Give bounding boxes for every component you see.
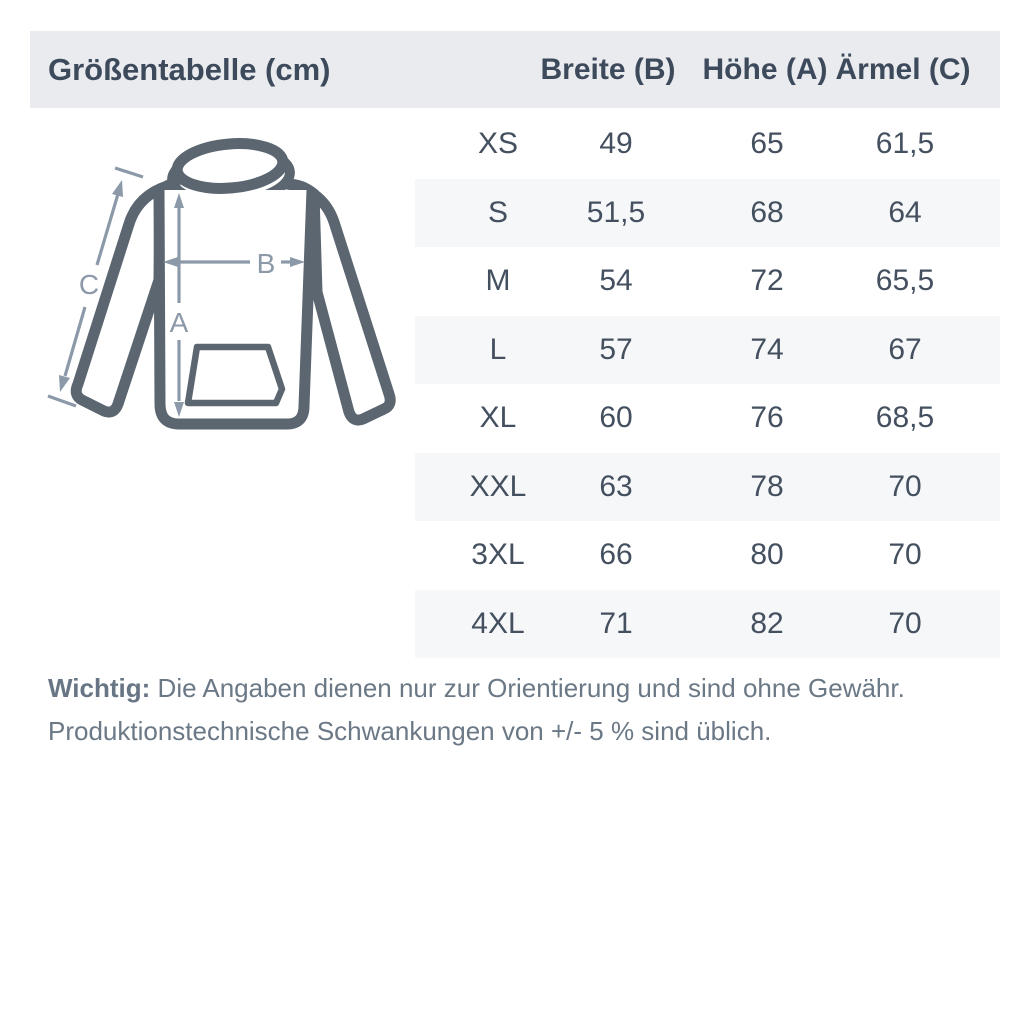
cell-hoehe: 80 <box>750 538 784 572</box>
cell-breite: 49 <box>599 127 633 161</box>
table-row-xs <box>415 110 1000 179</box>
cell-size: 3XL <box>471 538 525 572</box>
size-table <box>415 110 1000 658</box>
cell-aermel: 65,5 <box>875 264 935 298</box>
cell-aermel: 70 <box>888 606 922 640</box>
cell-breite: 63 <box>599 469 633 503</box>
column-header-aermel: Ärmel (C) <box>835 52 971 86</box>
table-row-xxl <box>415 453 1000 522</box>
cell-size: 4XL <box>471 606 525 640</box>
cell-size: M <box>485 264 511 298</box>
cell-hoehe: 78 <box>750 469 784 503</box>
cell-hoehe: 68 <box>750 195 784 229</box>
cell-aermel: 67 <box>888 332 922 366</box>
cell-aermel: 70 <box>888 538 922 572</box>
cell-breite: 54 <box>599 264 633 298</box>
cell-aermel: 64 <box>888 195 922 229</box>
cell-size: XL <box>479 401 517 435</box>
page-title: Größentabelle (cm) <box>48 51 331 87</box>
column-header-breite: Breite (B) <box>540 52 676 86</box>
table-row-s <box>415 179 1000 248</box>
table-row-4xl <box>415 590 1000 659</box>
disclaimer-note <box>48 667 968 753</box>
table-row-m <box>415 247 1000 316</box>
dimension-label-a: A <box>169 307 189 338</box>
disclaimer-line-1: Wichtig: Die Angaben dienen nur zur Orientierung und sind ohne Gewähr. <box>48 673 905 703</box>
hoodie-diagram <box>38 132 408 442</box>
cell-hoehe: 82 <box>750 606 784 640</box>
table-row-l <box>415 316 1000 385</box>
cell-hoehe: 72 <box>750 264 784 298</box>
cell-breite: 57 <box>599 332 633 366</box>
arrowhead-c-top <box>112 180 123 197</box>
cell-aermel: 68,5 <box>875 401 935 435</box>
kangaroo-pocket <box>188 347 282 403</box>
dimension-label-b: B <box>256 248 276 279</box>
disclaimer-label: Wichtig: <box>48 673 151 703</box>
cell-size: S <box>487 195 509 229</box>
cell-hoehe: 74 <box>750 332 784 366</box>
dimension-label-c: C <box>78 269 100 300</box>
cell-size: XXL <box>469 469 527 503</box>
cell-aermel: 61,5 <box>875 127 935 161</box>
cell-breite: 60 <box>599 401 633 435</box>
column-header-hoehe: Höhe (A) <box>702 52 828 86</box>
cell-hoehe: 65 <box>750 127 784 161</box>
cell-size: L <box>489 332 507 366</box>
table-row-3xl <box>415 521 1000 590</box>
cell-size: XS <box>477 127 519 161</box>
table-row-xl <box>415 384 1000 453</box>
table-header <box>30 31 1000 108</box>
hoodie-drawing-icon <box>38 132 408 442</box>
arrowhead-c-bottom <box>59 375 70 392</box>
cell-breite: 66 <box>599 538 633 572</box>
cell-breite: 51,5 <box>586 195 646 229</box>
disclaimer-line-2: Produktionstechnische Schwankungen von +/- 5 % sind üblich. <box>48 716 772 746</box>
tick-c-bottom <box>48 396 76 406</box>
cell-breite: 71 <box>599 606 633 640</box>
tick-c-top <box>115 168 143 177</box>
cell-hoehe: 76 <box>750 401 784 435</box>
cell-aermel: 70 <box>888 469 922 503</box>
